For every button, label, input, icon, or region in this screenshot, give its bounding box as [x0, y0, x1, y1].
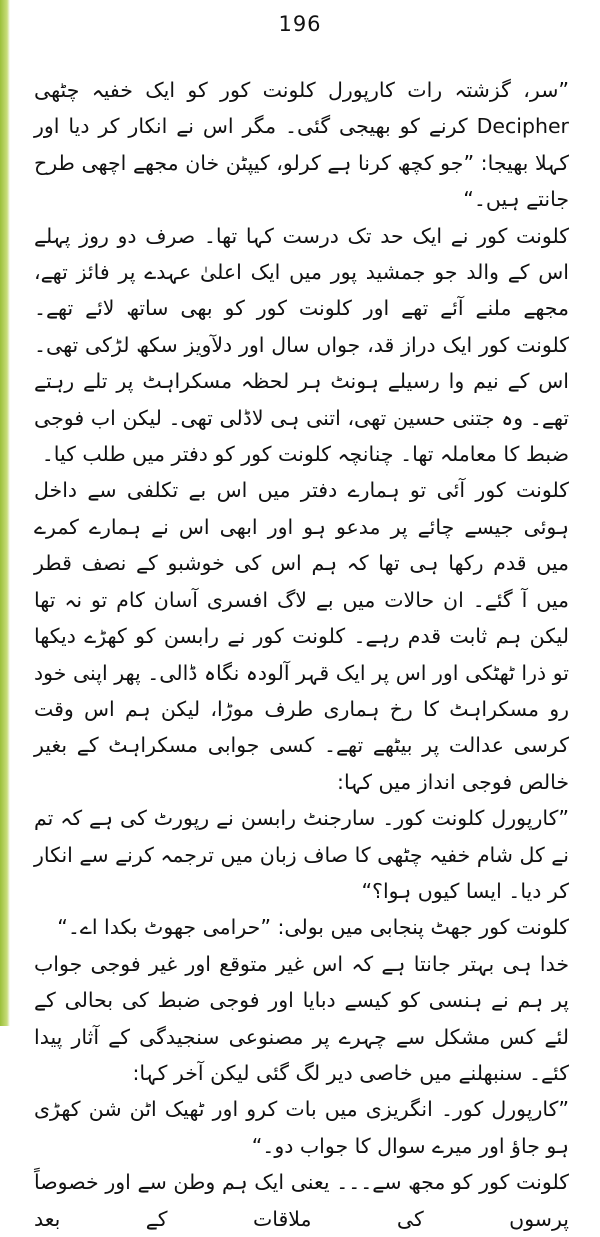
paragraph-1: ”سر، گزشتہ رات کارپورل کلونت کور کو ایک خفیہ چٹھی Decipher کرنے کو بھیجی گئی۔ مگر اس نے انکار کر دیا اور کہلا بھیجا: ”جو کچھ کرنا ہے کرلو، کیپٹن خان مجھے اچھی طرح جانتے ہیں۔“ — [34, 78, 569, 212]
page-body-text — [34, 72, 569, 1237]
paragraph-3: کلونت کور آئی تو ہمارے دفتر میں اس بے تکلفی سے داخل ہوئی جیسے چائے پر مدعو ہو اور ابھی اس نے ہمارے کمرے میں قدم رکھا ہی تھا کہ ہم اس کی خوشبو کے نصف قطر میں آ گئے۔ ان حالات میں بے لاگ افسری آسان کام تو نہ تھا لیکن ہم ثابت قدم رہے۔ کلونت کور نے رابسن کو کھڑے دیکھا تو ذرا ٹھٹکی اور اس پر ایک قہر آلودہ نگاہ ڈالی۔ پھر اپنی خود رو مسکراہٹ کا رخ ہماری طرف موڑا، لیکن ہم اس وقت کرسی عدالت پر بیٹھے تھے۔ کسی جوابی مسکراہٹ کے بغیر خالص فوجی انداز میں کہا: — [34, 478, 569, 794]
paragraph-6: خدا ہی بہتر جانتا ہے کہ اس غیر متوقع اور غیر فوجی جواب پر ہم نے ہنسی کو کیسے دبایا اور فوجی ضبط کی بحالی کے لئے کس مشکل سے چہرے پر مصنوعی سنجیدگی کے آثار پیدا کئے۔ سنبھلنے میں خاصی دیر لگ گئی لیکن آخر کہا: — [34, 951, 569, 1085]
paragraph-7: ”کارپورل کور۔ انگریزی میں بات کرو اور ٹھیک اٹن شن کھڑی ہو جاؤ اور میرے سوال کا جواب دو۔“ — [34, 1097, 569, 1158]
paragraph-8: کلونت کور کو مجھ سے۔۔۔ یعنی ایک ہم وطن سے اور خصوصاً پرسوں کی ملاقات کے بعد — [34, 1170, 569, 1231]
page-number: 196 — [278, 12, 322, 36]
page-edge-decoration — [0, 0, 10, 1026]
paragraph-4: ”کارپورل کلونت کور۔ سارجنٹ رابسن نے رپورٹ کی ہے کہ تم نے کل شام خفیہ چٹھی کا صاف زبان میں ترجمہ کرنے سے انکار کر دیا۔ ایسا کیوں ہوا؟“ — [34, 806, 569, 903]
paragraph-5: کلونت کور جھٹ پنجابی میں بولی: ”حرامی جھوٹ بکدا اے۔“ — [57, 915, 569, 940]
paragraph-2: کلونت کور نے ایک حد تک درست کہا تھا۔ صرف دو روز پہلے اس کے والد جو جمشید پور میں ایک اعلیٰ عہدے پر فائز تھے، مجھے ملنے آئے تھے اور کلونت کور کو بھی ساتھ لائے تھے۔ کلونت کور ایک دراز قد، جواں سال اور دلآویز سکھ لڑکی تھی۔ اس کے نیم وا رسیلے ہونٹ ہر لحظہ مسکراہٹ پر تلے رہتے تھے۔ وہ جتنی حسین تھی، اتنی ہی لاڈلی تھی۔ لیکن اب فوجی ضبط کا معاملہ تھا۔ چنانچہ کلونت کور کو دفتر میں طلب کیا۔ — [34, 223, 569, 467]
